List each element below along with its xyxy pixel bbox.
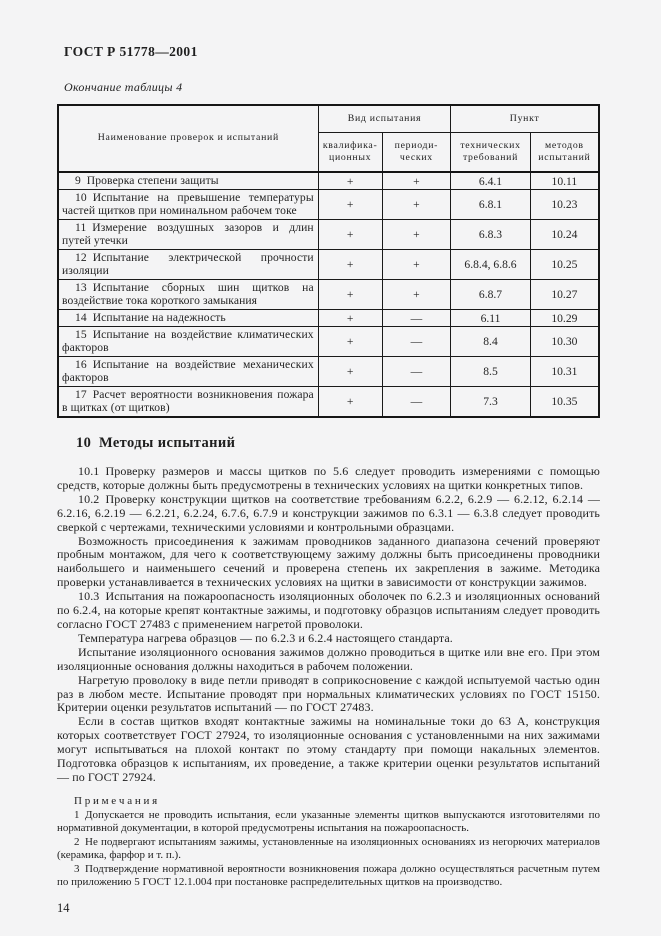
tech-req-cell: 8.5: [451, 357, 531, 387]
paragraph: 10.3 Испытания на пожароопасность изоляционных оболочек по 6.2.3 и изоляционных оснований по 6.2.4, на которые крепят контактные зажимы, и подготовку образцов испытаниям следует проводить согласно ГОСТ 27483 с применением нагретой проволоки.: [57, 589, 600, 631]
row-name-cell: 13 Испытание сборных шин щитков на воздействие тока короткого замыкания: [58, 280, 318, 310]
tech-req-cell: 6.8.3: [451, 220, 531, 250]
row-name-cell: 12 Испытание электрической прочности изоляции: [58, 250, 318, 280]
paragraph: Температура нагрева образцов — по 6.2.3 и 6.2.4 настоящего стандарта.: [78, 630, 453, 645]
header-periodic: периоди-ческих: [382, 133, 451, 173]
row-name-cell: 11 Измерение воздушных зазоров и длин путей утечки: [58, 220, 318, 250]
table-caption: Окончание таблицы 4: [64, 80, 183, 94]
qualification-cell: +: [318, 310, 382, 327]
row-name-cell: 10 Испытание на превышение температуры частей щитков при номинальном рабочем токе: [58, 190, 318, 220]
paragraph: 10.2 Проверку конструкции щитков на соответствие требованиям 6.2.2, 6.2.9 — 6.2.12, 6.2.14 — 6.2.16, 6.2.19 — 6.2.21, 6.2.24, 6.7.6, 6.7.9 и конструкции зажимов по 6.3.1 — 6.3.8 следует проводить сверкой с чертежами, техническими условиями и контрольными образцами.: [57, 491, 600, 534]
tech-req-cell: 6.8.1: [451, 190, 531, 220]
periodic-cell: —: [382, 327, 451, 357]
qualification-cell: +: [318, 250, 382, 280]
paragraph: Возможность присоединения к зажимам проводников заданного диапазона сечений проверяют пробным монтажом, для чего к соответствующему зажиму должны быть присоединены проводники наибольшего и наименьшего сечений и проверена степень их закрепления в зажиме. Методика проверки устанавливается в технических условиях на щитки в зависимости от конструкции зажимов.: [57, 533, 600, 590]
table-row: [58, 250, 599, 280]
row-name-cell: 16 Испытание на воздействие механических факторов: [58, 357, 318, 387]
header-test-methods: методов испытаний: [530, 133, 599, 173]
header-group-clause: Пункт: [451, 105, 599, 133]
table-row: [58, 327, 599, 357]
header-tech-requirements: технических требований: [451, 133, 531, 173]
periodic-cell: +: [382, 280, 451, 310]
note-item: 2 Не подвергают испытаниям зажимы, установленные на изоляционных основаниях из негорючих материалов (керамика, фарфор и т. п.).: [57, 835, 600, 862]
test-method-cell: 10.30: [530, 327, 599, 357]
paragraph: Испытание изоляционного основания зажимов должно проводиться в щитке или вне его. При этом изоляционные основания должны находиться в рабочем положении.: [57, 644, 600, 673]
tech-req-cell: 7.3: [451, 387, 531, 418]
qualification-cell: +: [318, 220, 382, 250]
header-group-test-type: Вид испытания: [318, 105, 451, 133]
qualification-cell: +: [318, 357, 382, 387]
header-qualification: квалифика-ционных: [318, 133, 382, 173]
row-name-cell: 14 Испытание на надежность: [58, 310, 318, 327]
periodic-cell: —: [382, 387, 451, 418]
table-row: [58, 387, 599, 418]
table-row: [58, 190, 599, 220]
periodic-cell: —: [382, 310, 451, 327]
notes-block: [57, 795, 600, 890]
note-item: 3 Подтверждение нормативной вероятности возникновения пожара должно осуществляться расчетным путем по приложению 5 ГОСТ 12.1.004 при постановке распределительных щитков на производство.: [57, 862, 600, 889]
header-name-column: Наименование проверок и испытаний: [58, 105, 318, 172]
test-method-cell: 10.11: [530, 172, 599, 190]
paragraph: 10.1 Проверку размеров и массы щитков по 5.6 следует проводить измерениями с помощью средств, которые должны быть предусмотрены в технических условиях на щитки конкретных типов.: [57, 464, 600, 492]
table-row: [58, 172, 599, 190]
qualification-cell: +: [318, 190, 382, 220]
section-heading: 10 Методы испытаний: [76, 435, 236, 451]
periodic-cell: +: [382, 220, 451, 250]
page-number: 14: [57, 901, 70, 916]
table-row: [58, 280, 599, 310]
paragraph: Нагретую проволоку в виде петли приводят в соприкосновение с каждой испытуемой частью один раз в любом месте. Испытание проводят при нормальных климатических условиях по ГОСТ 15150. Критерии оценки результатов испытаний — по ГОСТ 27483.: [57, 672, 600, 715]
tests-table: [57, 104, 600, 418]
test-method-cell: 10.25: [530, 250, 599, 280]
tech-req-cell: 6.8.7: [451, 280, 531, 310]
qualification-cell: +: [318, 387, 382, 418]
qualification-cell: +: [318, 327, 382, 357]
test-method-cell: 10.35: [530, 387, 599, 418]
table-row: [58, 357, 599, 387]
tech-req-cell: 6.11: [451, 310, 531, 327]
test-method-cell: 10.23: [530, 190, 599, 220]
notes-title: П р и м е ч а н и я: [74, 794, 158, 807]
test-method-cell: 10.29: [530, 310, 599, 327]
periodic-cell: +: [382, 172, 451, 190]
table-header-row-1: [58, 105, 599, 133]
table-row: [58, 220, 599, 250]
test-method-cell: 10.31: [530, 357, 599, 387]
periodic-cell: —: [382, 357, 451, 387]
periodic-cell: +: [382, 190, 451, 220]
qualification-cell: +: [318, 280, 382, 310]
doc-number: ГОСТ Р 51778—2001: [64, 44, 198, 59]
table-row: [58, 310, 599, 327]
test-method-cell: 10.27: [530, 280, 599, 310]
tech-req-cell: 8.4: [451, 327, 531, 357]
qualification-cell: +: [318, 172, 382, 190]
row-name-cell: 15 Испытание на воздействие климатических факторов: [58, 327, 318, 357]
tech-req-cell: 6.8.4, 6.8.6: [451, 250, 531, 280]
row-name-cell: 17 Расчет вероятности возникновения пожара в щитках (от щитков): [58, 387, 318, 418]
test-method-cell: 10.24: [530, 220, 599, 250]
tech-req-cell: 6.4.1: [451, 172, 531, 190]
note-item: 1 Допускается не проводить испытания, если указанные элементы щитков выпускаются изготовителями по нормативной документации, в которой предусмотрены испытания на пожароопасность.: [57, 809, 600, 835]
paragraph: Если в состав щитков входят контактные зажимы на номинальные токи до 63 А, конструкция которых соответствует ГОСТ 27924, то изоляционные основания с установленными на них зажимами могут испытываться на плохой контакт по этому стандарту при помощи накальных элементов. Подготовка образцов к испытаниям, их проведение, а также критерии оценки результатов испытаний — по ГОСТ 27924.: [57, 714, 600, 784]
row-name-cell: 9 Проверка степени защиты: [58, 172, 318, 190]
periodic-cell: +: [382, 250, 451, 280]
